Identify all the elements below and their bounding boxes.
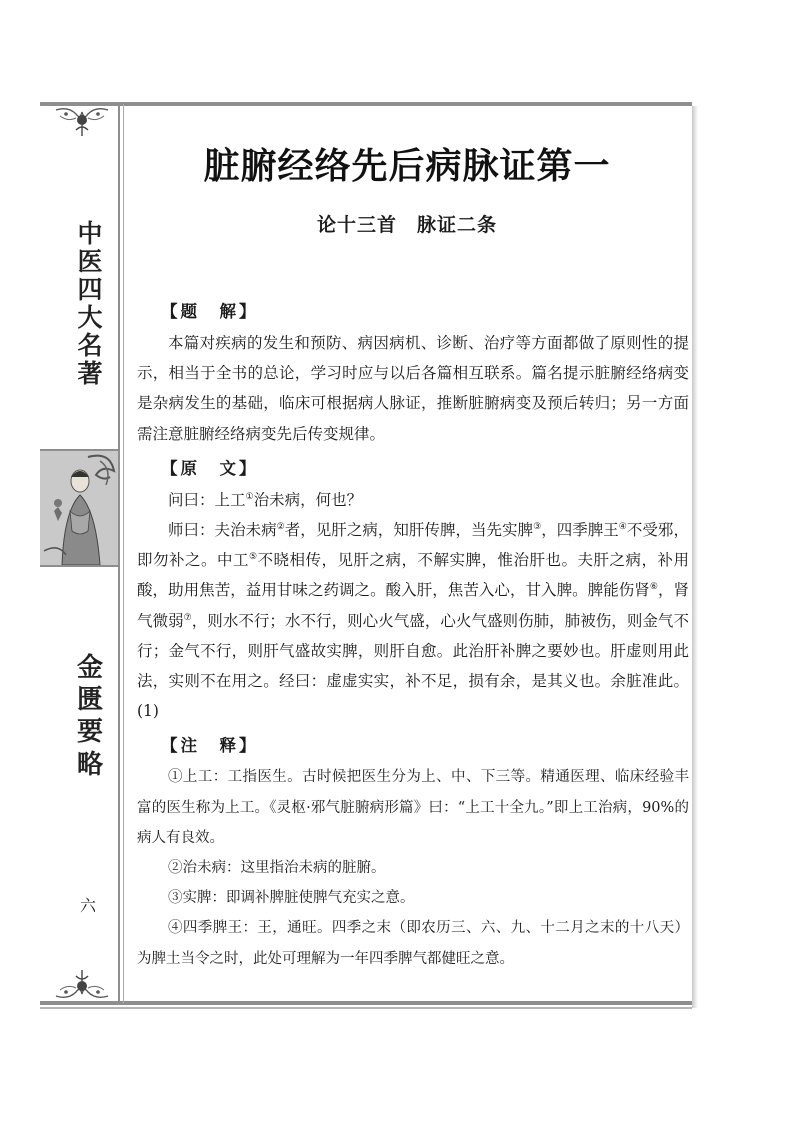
annotation-item: ③实脾：即调补脾脏使脾气充实之意。 bbox=[168, 890, 415, 907]
floral-ornament-icon bbox=[54, 966, 110, 1000]
sage-portrait bbox=[40, 449, 118, 567]
footnote-marker: ② bbox=[276, 522, 285, 533]
bottom-rule-thin bbox=[40, 1007, 692, 1009]
footnote-marker: ⑥ bbox=[649, 582, 658, 593]
footnote-marker: ④ bbox=[618, 522, 627, 533]
footnote-marker: ⑤ bbox=[248, 552, 258, 563]
annotation-item: ②治未病：这里指治未病的脏腑。 bbox=[168, 860, 386, 877]
footnote-marker: ③ bbox=[533, 522, 542, 533]
yuanwen-answer: 师曰：夫治未病②者，见肝之病，知肝传脾，当先实脾③，四季脾王④不受邪，即勿补之。中工⑤不晓相传，见肝之病，不解实脾，惟治肝也。夫肝之病，补用酸，助用焦苦，益用甘味之药调之。酸入肝，焦苦入心，甘入脾。脾能伤肾⑥，肾气微弱⑦，则水不行；水不行，则心火气盛，心火气盛则伤肺，肺被伤，则金气不行；金气不行，则肝气盛故实脾，则肝自愈。此治肝补脾之要妙也。肝虚则用此法，实则不在用之。经曰：虚虚实实，补不足，损有余，是其义也。余脏准此。(1) bbox=[137, 521, 689, 721]
footnote-marker: ① bbox=[245, 491, 254, 502]
margin-rule-thin bbox=[123, 104, 124, 1004]
tijie-paragraph: 本篇对疾病的发生和预防、病因病机、诊断、治疗等方面都做了原则性的提示，相当于全书的总论，学习时应与以后各篇相互联系。篇名提示脏腑经络病变是杂病发生的基础，临床可根据病人脉证，推断脏腑病变及预后转归；另一方面需注意脏腑经络病变先后传变规律。 bbox=[137, 334, 689, 443]
book-title: 金匮要略 bbox=[76, 653, 103, 780]
section-heading-tijie: 【题 解】 bbox=[161, 302, 259, 321]
section-heading-zhushi: 【注 释】 bbox=[161, 736, 259, 756]
series-title: 中医四大名著 bbox=[77, 219, 103, 388]
yuanwen-question: 问曰：上工①治未病，何也？ bbox=[168, 490, 363, 509]
page-edge-shadow bbox=[692, 106, 698, 1008]
floral-ornament-icon bbox=[54, 106, 110, 140]
margin-rule bbox=[118, 104, 120, 1004]
chapter-subtitle: 论十三首 脉证二条 bbox=[316, 214, 497, 236]
top-rule bbox=[40, 102, 692, 106]
section-heading-yuanwen: 【原 文】 bbox=[161, 458, 259, 478]
annotation-item: ①上工：工指医生。古时候把医生分为上、中、下三等。精通医理、临床经验丰富的医生称为上工。《灵枢·邪气脏腑病形篇》曰：“上工十全九。”即上工治病，90%的病人有良效。 bbox=[137, 769, 689, 846]
bottom-rule bbox=[40, 1001, 692, 1005]
main-content bbox=[137, 296, 689, 974]
annotation-item: ④四季脾王：王，通旺。四季之末（即农历三、六、九、十二月之末的十八天）为脾土当令之时，此处可理解为一年四季脾气都健旺之意。 bbox=[137, 920, 689, 967]
page-number: 六 bbox=[79, 896, 96, 915]
footnote-marker: ⑦ bbox=[183, 612, 192, 623]
chapter-title: 脏腑经络先后病脉证第一 bbox=[203, 145, 611, 187]
